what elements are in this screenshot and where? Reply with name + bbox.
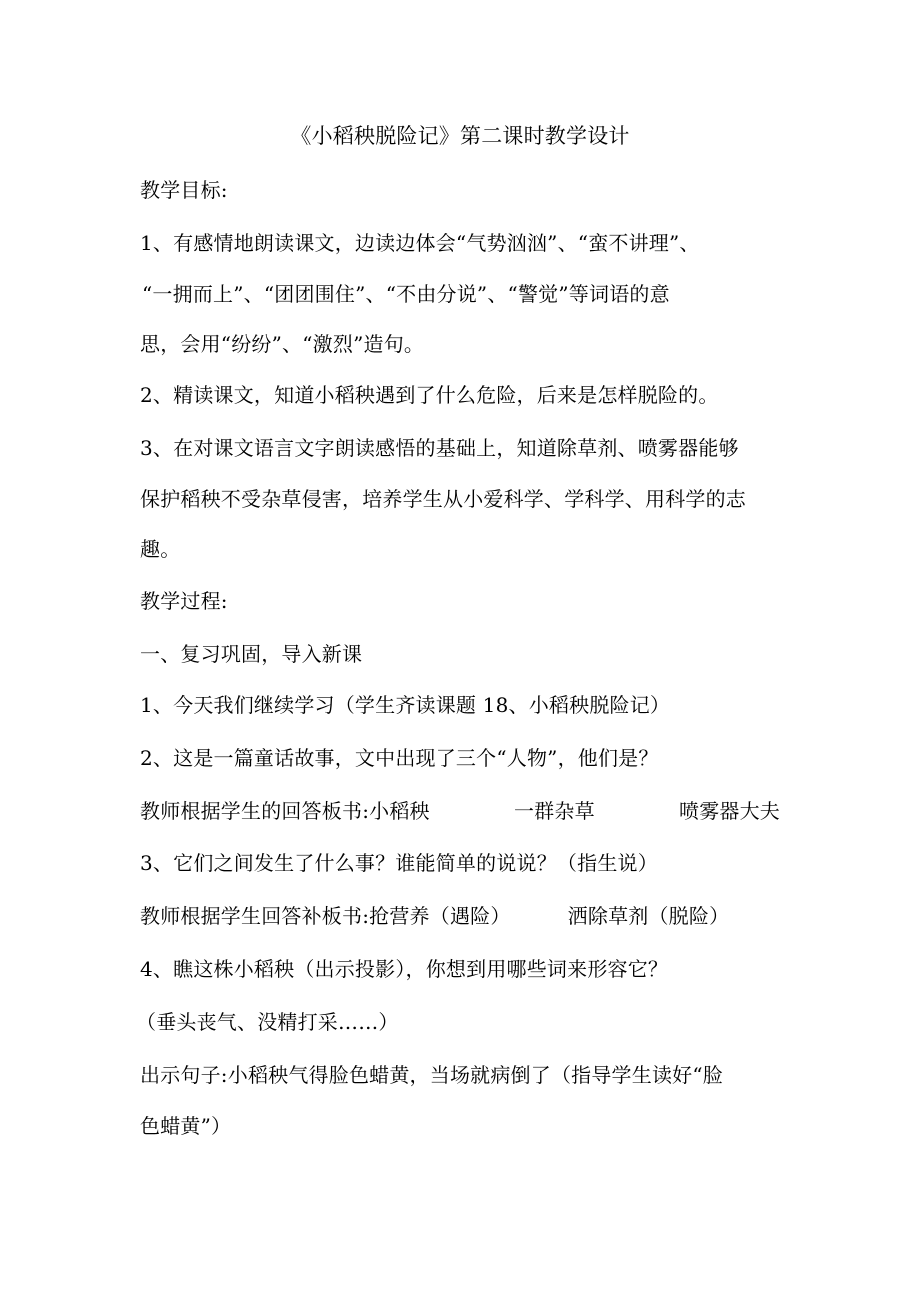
example-sentence-continued: 色蜡黄”）: [140, 1114, 232, 1138]
objective-line: 1、有感情地朗读课文，边读边体会“气势汹汹”、“蛮不讲理”、: [140, 231, 700, 255]
section-heading: 一、复习巩固，导入新课: [140, 642, 363, 666]
blackboard-line-2: [140, 902, 790, 930]
objective-line: 趣。: [140, 537, 181, 561]
step-1: 1、今天我们继续学习（学生齐读课题 18、小稻秧脱险记）: [140, 693, 671, 717]
example-sentence: 出示句子:小稻秧气得脸色蜡黄，当场就病倒了（指导学生读好“脸: [140, 1063, 723, 1087]
document-title: 《小稻秧脱险记》第二课时教学设计: [290, 124, 630, 148]
blackboard-item: 喷雾器大夫: [679, 799, 780, 823]
step-4: 4、瞧这株小稻秧（出示投影），你想到用哪些词来形容它？: [140, 957, 669, 981]
blackboard-lead: 教师根据学生回答补板书:抢营养（遇险）: [140, 904, 511, 928]
blackboard-line-1: [140, 797, 780, 825]
describing-words: （垂头丧气、没精打采……）: [136, 1010, 399, 1034]
objective-line: “一拥而上”、“团团围住”、“不由分说”、“警觉”等词语的意: [142, 282, 670, 306]
process-heading: 教学过程:: [140, 589, 228, 613]
objectives-heading: 教学目标:: [140, 178, 228, 202]
objective-line: 思，会用“纷纷”、“激烈”造句。: [140, 332, 425, 356]
blackboard-item: 洒除草剂（脱险）: [567, 904, 730, 928]
blackboard-item: 一群杂草: [513, 799, 595, 823]
objective-line: 2、精读课文，知道小稻秧遇到了什么危险，后来是怎样脱险的。: [140, 383, 719, 407]
blackboard-lead: 教师根据学生的回答板书:小稻秧: [140, 799, 430, 823]
objective-line: 3、在对课文语言文字朗读感悟的基础上，知道除草剂、喷雾器能够: [140, 436, 739, 460]
step-3: 3、它们之间发生了什么事？谁能简单的说说？（指生说）: [140, 851, 658, 875]
step-2: 2、这是一篇童话故事，文中出现了三个“人物”，他们是？: [140, 746, 659, 770]
objective-line: 保护稻秧不受杂草侵害，培养学生从小爱科学、学科学、用科学的志: [140, 487, 746, 511]
